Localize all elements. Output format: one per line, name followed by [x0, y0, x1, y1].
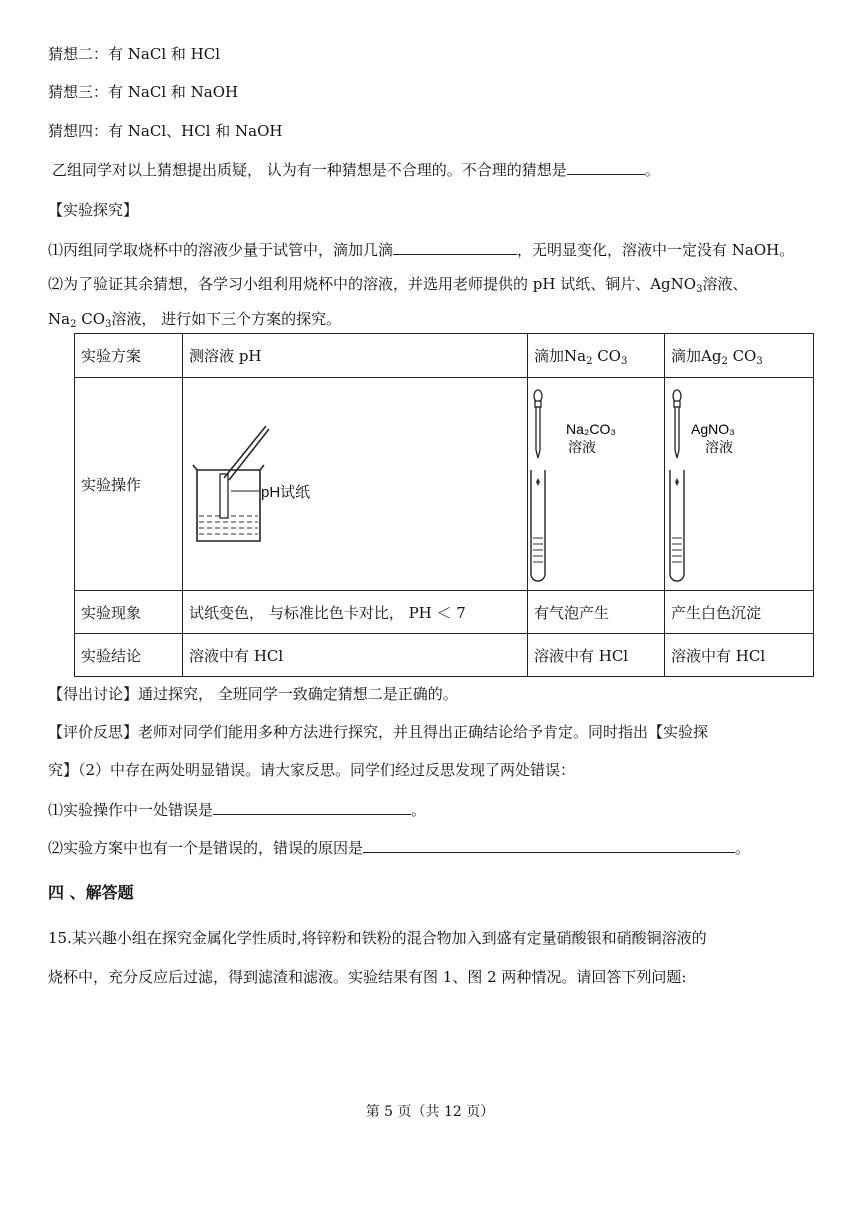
subscript: 2: [70, 319, 77, 330]
step-2-line-1: [48, 274, 747, 300]
step-2-text-a: ⑵为了验证其余猜想，各学习小组利用烧杯中的溶液，并选用老师提供的 pH 试纸、铜片、AgNO: [48, 275, 697, 293]
dropper-tube-na2co3: [528, 378, 664, 586]
question-15-line-1: 15.某兴趣小组在探究金属化学性质时,将锌粉和铁粉的混合物加入到盛有定量硝酸银和硝酸铜溶液的: [48, 929, 707, 947]
subscript: 3: [696, 284, 703, 295]
svg-text:AgNO₃: AgNO₃: [691, 421, 735, 437]
reflection-line-1: 【评价反思】老师对同学们能用多种方法进行探究，并且得出正确结论给予肯定。同时指出【实验探: [48, 723, 709, 741]
answer-blank: [567, 160, 645, 175]
step-2-text-b: 溶液、: [702, 275, 748, 293]
table-row-plan: [75, 334, 814, 378]
section-experiment: 【实验探究】: [48, 201, 139, 219]
svg-text:溶液: 溶液: [705, 439, 733, 455]
table-row-phenomenon: [75, 591, 814, 634]
step-1-text-a: ⑴丙组同学取烧杯中的溶液少量于试管中，滴加几滴: [48, 241, 394, 259]
row-header: 实验现象: [75, 591, 183, 634]
question-end: 。: [644, 161, 660, 179]
error-2-end: 。: [735, 839, 751, 857]
question-text: 乙组同学对以上猜想提出质疑， 认为有一种猜想是不合理的。不合理的猜想是: [52, 161, 567, 179]
answer-blank: [393, 240, 517, 255]
question-15-line-2: 烧杯中，充分反应后过滤，得到滤渣和滤液。实验结果有图 1、图 2 两种情况。请回答下列问题:: [48, 968, 687, 986]
experiment-table: [74, 333, 814, 677]
question-unreasonable-guess: [52, 160, 660, 180]
step-1: [48, 240, 794, 260]
dropper-tube-agno3: [665, 378, 813, 586]
phenomenon-ph: 试纸变色， 与标准比色卡对比， PH ＜ 7: [183, 591, 528, 634]
step-2-text-c: 溶液， 进行如下三个方案的探究。: [111, 310, 342, 328]
ph-paper-label: pH试纸: [261, 484, 311, 501]
row-header: 实验方案: [75, 334, 183, 378]
beaker-illustration: [183, 378, 523, 586]
step-1-text-b: ，无明显变化，溶液中一定没有 NaOH。: [517, 241, 795, 259]
figure-beaker-ph-paper: [183, 378, 528, 591]
phenomenon-na2co3: 有气泡产生: [527, 591, 664, 634]
row-header: 实验操作: [75, 378, 183, 591]
reflection-line-2: 究】（2）中存在两处明显错误。请大家反思。同学们经过反思发现了两处错误：: [48, 761, 576, 779]
guess-2: 猜想二：有 NaCl 和 HCl: [48, 45, 221, 63]
step-2-line-2: [48, 309, 341, 335]
svg-text:Na₂CO₃: Na₂CO₃: [565, 421, 617, 437]
figure-agno3-dropper: [665, 378, 814, 591]
section-4-heading: 四 、解答题: [48, 883, 134, 902]
plan-ph: 测溶液 pH: [183, 334, 528, 378]
error-1-end: 。: [411, 801, 427, 819]
error-2-text: ⑵实验方案中也有一个是错误的，错误的原因是: [48, 839, 364, 857]
discussion: 【得出讨论】通过探究， 全班同学一致确定猜想二是正确的。: [48, 685, 458, 703]
conclusion-agno3: 溶液中有 HCl: [665, 634, 814, 677]
table-row-operation: [75, 378, 814, 591]
error-2: [48, 838, 750, 858]
page-footer: 第 5 页（共 12 页）: [365, 1104, 495, 1120]
guess-3: 猜想三：有 NaCl 和 NaOH: [48, 83, 239, 101]
conclusion-ph: 溶液中有 HCl: [183, 634, 528, 677]
plan-na2co3: 滴加$Na_2$ $CO_3$: [527, 334, 664, 378]
answer-blank: [363, 838, 735, 853]
answer-blank: [213, 800, 411, 815]
conclusion-na2co3: 溶液中有 HCl: [527, 634, 664, 677]
formula-co: CO: [76, 310, 105, 328]
subscript: 3: [105, 319, 112, 330]
plan-ag2co3: 滴加$Ag_2$ $CO_3$: [665, 334, 814, 378]
phenomenon-agno3: 产生白色沉淀: [665, 591, 814, 634]
guess-4: 猜想四：有 NaCl、HCl 和 NaOH: [48, 122, 283, 140]
figure-na2co3-dropper: [527, 378, 664, 591]
formula-na: Na: [48, 310, 71, 328]
row-header: 实验结论: [75, 634, 183, 677]
table-row-conclusion: [75, 634, 814, 677]
error-1: [48, 800, 426, 820]
error-1-text: ⑴实验操作中一处错误是: [48, 801, 214, 819]
svg-text:溶液: 溶液: [567, 439, 596, 455]
